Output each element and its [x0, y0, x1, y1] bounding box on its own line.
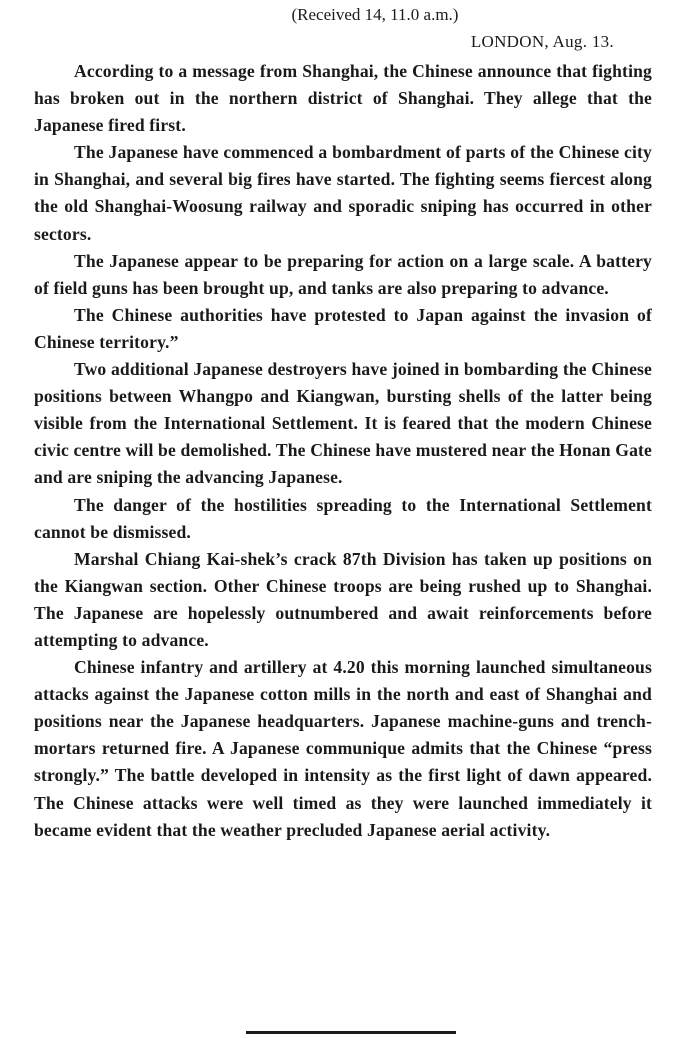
dateline: LONDON, Aug. 13.	[470, 32, 614, 51]
paragraph: Marshal Chiang Kai-shek’s crack 87th Division has taken up positions on the Kiangwan section. Other Chinese troops are being rushed up to Shanghai. The Japanese are hopelessly outnumbered and await reinforcements before attempting to advance.	[34, 548, 652, 650]
paragraph: The Japanese have commenced a bombardment of parts of the Chinese city in Shanghai, and several big fires have started. The fighting seems fiercest along the old Shanghai-Woosung railway and sporadic sniping has occurred in other sectors.	[34, 142, 652, 244]
paragraph: The Chinese authorities have protested to Japan against the invasion of Chinese territory.”	[34, 304, 652, 352]
paragraph: The danger of the hostilities spreading to the International Settlement cannot be dismissed.	[34, 494, 652, 542]
end-rule-divider	[246, 1031, 456, 1034]
received-timestamp: (Received 14, 11.0 a.m.)	[291, 5, 459, 24]
paragraph: The Japanese appear to be preparing for action on a large scale. A battery of field guns has been brought up, and tanks are also preparing to advance.	[34, 250, 652, 298]
article-body	[34, 58, 652, 844]
paragraph: According to a message from Shanghai, the Chinese announce that fighting has broken out in the northern district of Shanghai. They allege that the Japanese fired first.	[34, 61, 652, 136]
paragraph: Two additional Japanese destroyers have joined in bombarding the Chinese positions between Whangpo and Kiangwan, bursting shells of the latter being visible from the International Settlement. It is feared that the modern Chinese civic centre will be demolished. The Chinese have mustered near the Honan Gate and are sniping the advancing Japanese.	[34, 359, 652, 488]
paragraph: Chinese infantry and artillery at 4.20 this morning launched simultaneous attacks against the Japanese cotton mills in the north and east of Shanghai and positions near the Japanese headquarters. Japanese machine-guns and trench-mortars returned fire. A Japanese communique admits that the Chinese “press strongly.” The battle developed in intensity as the first light of dawn appeared. The Chinese attacks were well timed as they were launched immediately it became evident that the weather precluded Japanese aerial activity.	[34, 657, 652, 840]
